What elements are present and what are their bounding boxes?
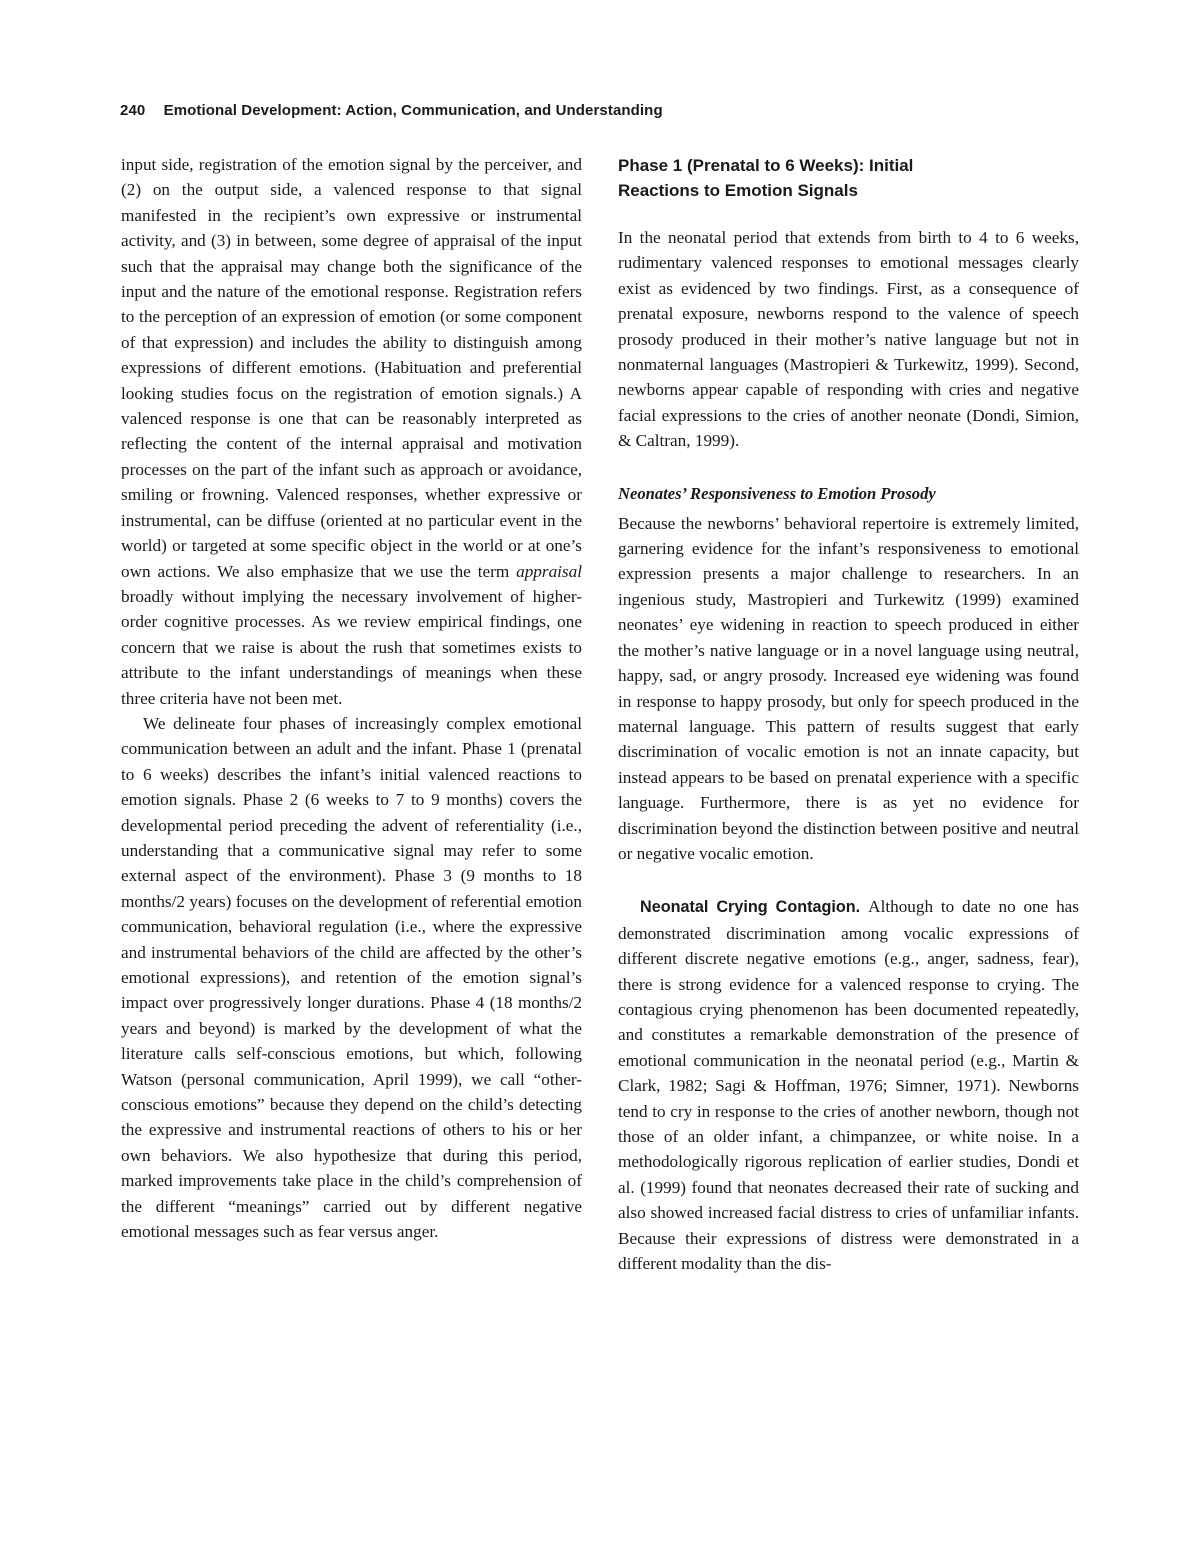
right-paragraph-3 (618, 894, 1079, 1276)
emphasis-appraisal: appraisal (516, 561, 582, 581)
running-header (120, 102, 1080, 119)
right-paragraph-1: In the neonatal period that extends from birth to 4 to 6 weeks, rudimentary valenced responses to emotional messages clearly exist as evidenced by two findings. First, as a consequence of prenatal exposure, newborns respond to the valence of speech prosody produced in their mother’s native language but not in nonmaternal languages (Mastropieri & Turkewitz, 1999). Second, newborns appear capable of responding with cries and negative facial expressions to the cries of another neonate (Dondi, Simion, & Caltran, 1999). (618, 228, 1079, 451)
section-heading-line-1: Phase 1 (Prenatal to 6 Weeks): Initial (618, 156, 914, 175)
right-paragraph-2: Because the newborns’ behavioral repertoire is extremely limited, garnering evidence for the infant’s responsiveness to emotional expression presents a major challenge to researchers. In an ingenious study, Mastropieri and Turkewitz (1999) examined neonates’ eye widening in reaction to speech produced in either the mother’s native language or in a novel language using neutral, happy, sad, or angry prosody. Increased eye widening was found in response to happy prosody, but only for speech produced in the maternal language. This pattern of results suggest that early discrimination of vocalic emotion is not an innate capacity, but instead appears to be based on prenatal experience with a specific language. Furthermore, there is as yet no evidence for discrimination beyond the distinction between positive and neutral or negative vocalic emotion. (618, 513, 1079, 863)
left-paragraph-1 (121, 152, 582, 711)
running-title: Emotional Development: Action, Communication, and Understanding (163, 102, 663, 119)
runin-heading: Neonatal Crying Contagion. (640, 898, 861, 917)
subsection-heading: Neonates’ Responsiveness to Emotion Prosody (618, 483, 936, 503)
right-paragraph-3-text: Although to date no one has demonstrated discrimination among vocalic expressions of different discrete negative emotions (e.g., anger, sadness, fear), there is strong evidence for a valenced response to crying. The contagious crying phenomenon has been documented repeatedly, and constitutes a remarkable demonstration of the presence of emotional communication in the neonatal period (e.g., Martin & Clark, 1982; Sagi & Hoffman, 1976; Simner, 1971). Newborns tend to cry in response to the cries of another newborn, though not those of an older infant, a chimpanzee, or white noise. In a methodologically rigorous replication of earlier studies, Dondi et al. (1999) found that neonates decreased their rate of sucking and also showed increased facial distress to cries of unfamiliar infants. Because their expressions of distress were demonstrated in a different modality than the dis- (618, 897, 1079, 1274)
section-heading-line-2: Reactions to Emotion Signals (618, 181, 858, 200)
left-column (121, 152, 582, 1244)
left-paragraph-1-part-b: broadly without implying the necessary involvement of higher-order cognitive processes. As we review empirical findings, one concern that we raise is about the rush that sometimes exists to attribute to the infant understandings of meanings when these three criteria have not been met. (121, 586, 582, 708)
right-column (618, 152, 1079, 1276)
page-number: 240 (120, 102, 146, 119)
left-paragraph-2: We delineate four phases of increasingly complex emotional communication between an adult and the infant. Phase 1 (prenatal to 6 weeks) describes the infant’s initial valenced reactions to emotion signals. Phase 2 (6 weeks to 7 to 9 months) covers the developmental period preceding the advent of referentiality (i.e., understanding that a communicative signal may refer to some external aspect of the environment). Phase 3 (9 months to 18 months/2 years) focuses on the development of referential emotion communication, behavioral regulation (i.e., where the expressive and instrumental behaviors of the child are affected by the other’s emotional expressions), and retention of the emotion signal’s impact over progressively longer durations. Phase 4 (18 months/2 years and beyond) is marked by the development of what the literature calls self-conscious emotions, but which, following Watson (personal communication, April 1999), we call “other-conscious emotions” because they depend on the child’s detecting the expressive and instrumental reactions of others to his or her own behaviors. We also hypothesize that during this period, marked improvements take place in the child’s comprehension of the different “meanings” carried out by different negative emotional messages such as fear versus anger. (121, 713, 582, 1242)
left-paragraph-1-part-a: input side, registration of the emotion signal by the perceiver, and (2) on the output side, a valenced response to that signal manifested in the recipient’s own expressive or instrumental activity, and (3) in between, some degree of appraisal of the input such that the appraisal may change both the significance of the input and the nature of the emotional response. Registration refers to the perception of an expression of emotion (or some component of that expression) and includes the ability to distinguish among expressions of different emotions. (Habituation and preferential looking studies focus on the registration of emotion signals.) A valenced response is one that can be reasonably interpreted as reflecting the content of the internal appraisal and motivation processes on the part of the infant such as approach or avoidance, smiling or frowning. Valenced responses, whether expressive or instrumental, can be diffuse (oriented at no particular event in the world) or targeted at some specific object in the world or at one’s own actions. We also emphasize that we use the term (121, 155, 582, 581)
section-heading (618, 153, 1079, 203)
